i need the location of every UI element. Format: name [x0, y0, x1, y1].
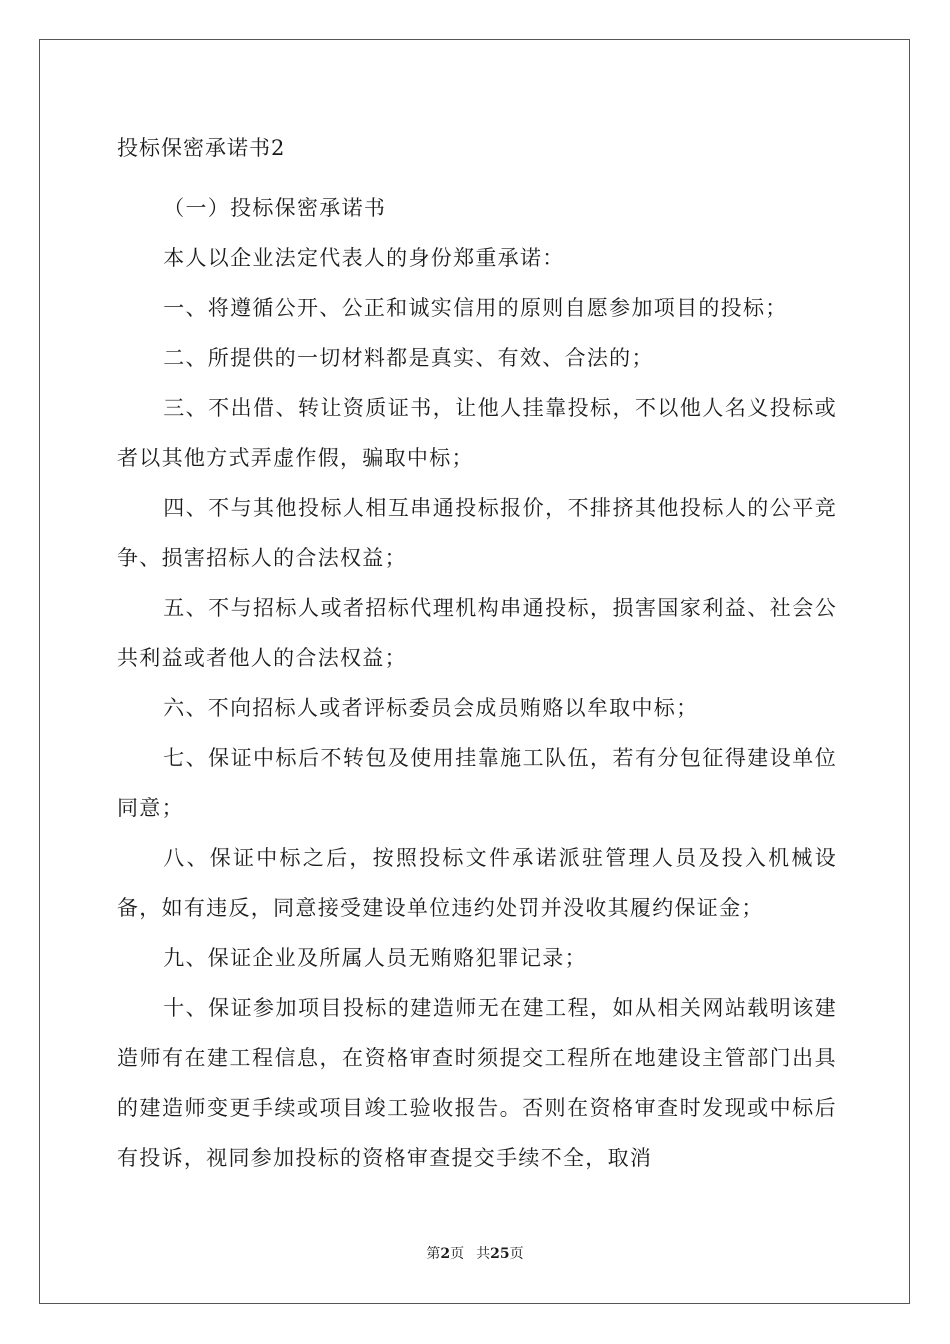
paragraph-item-2: 二、所提供的一切材料都是真实、有效、合法的； — [163, 346, 654, 370]
paragraph-item-1: 一、将遵循公开、公正和诚实信用的原则自愿参加项目的投标； — [163, 296, 788, 320]
paragraph-item-5: 五、不与招标人或者招标代理机构串通投标，损害国家利益、社会公共利益或者他人的合法权益； — [117, 596, 837, 670]
page-number: 2 — [440, 1246, 451, 1262]
paragraph-item-8: 八、保证中标之后，按照投标文件承诺派驻管理人员及投入机械设备，如有违反，同意接受建设单位违约处罚并没收其履约保证金； — [117, 846, 837, 920]
total-pages: 25 — [490, 1246, 510, 1262]
page-prefix: 第 — [426, 1246, 441, 1262]
total-suffix: 页 — [509, 1246, 524, 1262]
document-body — [117, 183, 837, 1183]
total-prefix: 共 — [476, 1246, 491, 1262]
document-title: 投标保密承诺书2 — [117, 136, 286, 160]
paragraph-intro: 本人以企业法定代表人的身份郑重承诺： — [163, 246, 565, 270]
page-suffix: 页 — [450, 1246, 465, 1262]
paragraph-item-3: 三、不出借、转让资质证书，让他人挂靠投标，不以他人名义投标或者以其他方式弄虚作假，骗取中标； — [117, 396, 837, 470]
paragraph-item-10: 十、保证参加项目投标的建造师无在建工程，如从相关网站载明该建造师有在建工程信息，在资格审查时须提交工程所在地建设主管部门出具的建造师变更手续或项目竣工验收报告。否则在资格审查时发现或中标后有投诉，视同参加投标的资格审查提交手续不全，取消 — [117, 996, 837, 1170]
paragraph-item-4: 四、不与其他投标人相互串通投标报价，不排挤其他投标人的公平竞争、损害招标人的合法权益； — [117, 496, 837, 570]
paragraph-item-7: 七、保证中标后不转包及使用挂靠施工队伍，若有分包征得建设单位同意； — [117, 746, 837, 820]
page-footer — [0, 1244, 950, 1264]
paragraph-item-9: 九、保证企业及所属人员无贿赂犯罪记录； — [163, 946, 587, 970]
paragraph-heading: （一）投标保密承诺书 — [163, 196, 387, 220]
paragraph-item-6: 六、不向招标人或者评标委员会成员贿赂以牟取中标； — [163, 696, 699, 720]
